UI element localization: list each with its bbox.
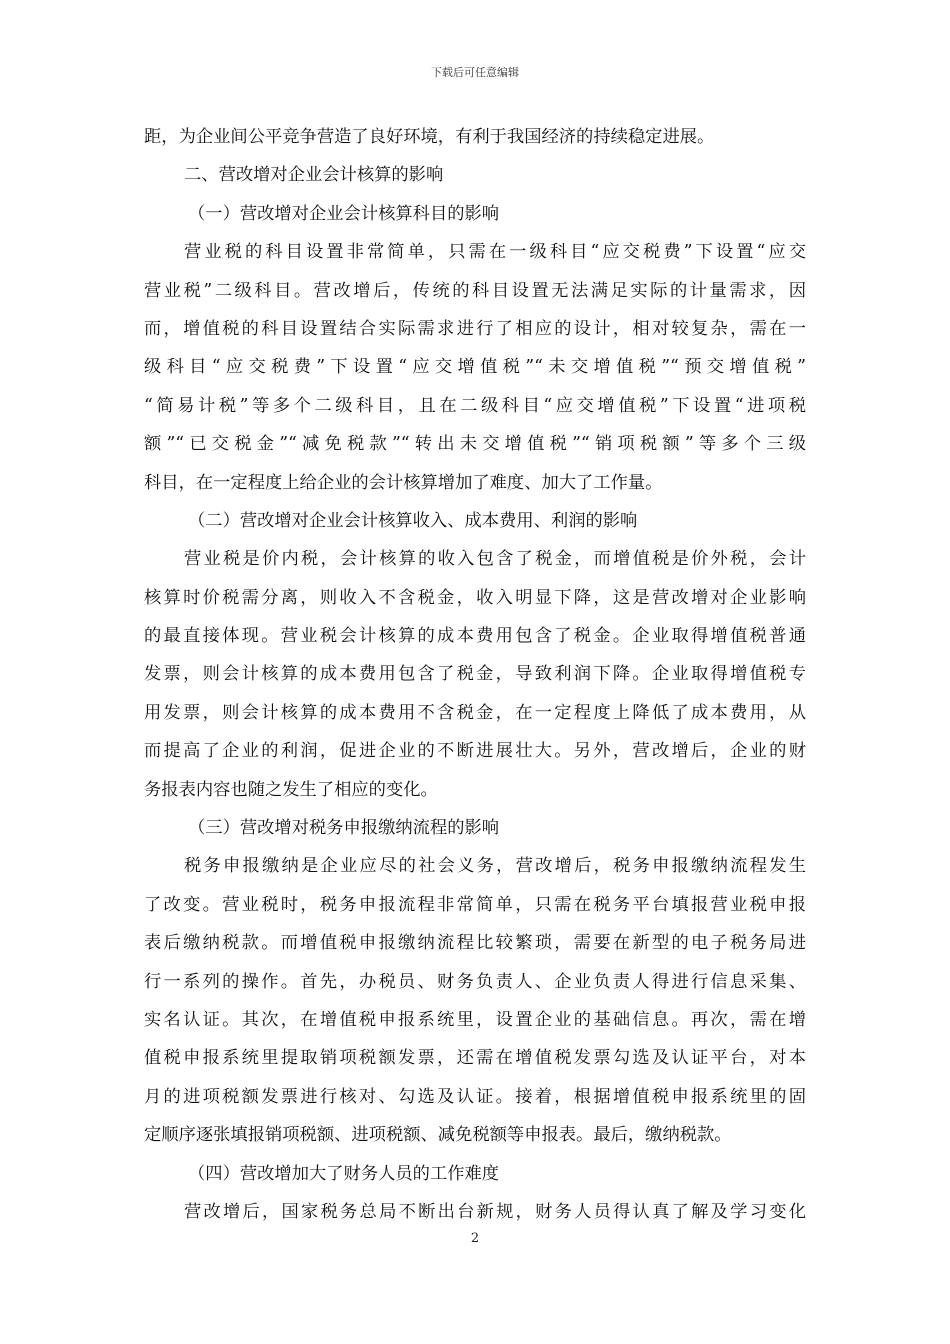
subsection-heading: （二）营改增对企业会计核算收入、成本费用、利润的影响 [188,510,638,531]
subsection-heading: （三）营改增对税务申报缴纳流程的影响 [188,818,500,839]
paragraph-line: 税务申报缴纳是企业应尽的社会义务，营改增后，税务申报缴纳流程发生 [184,856,806,877]
paragraph-line: 核算时价税需分离，则收入不含税金，收入明显下降，这是营改增对企业影响 [144,587,806,608]
paragraph-line: 额”“已交税金”“减免税款”“转出未交增值税”“销项税额”等多个三级 [144,434,806,455]
paragraph-line: 发票，则会计核算的成本费用包含了税金，导致利润下降。企业取得增值税专 [144,664,806,685]
document-body [144,118,806,1231]
paragraph-line: 级科目“应交税费”下设置“应交增值税”“未交增值税”“预交增值税” [144,357,806,378]
paragraph-line: 月的进项税额发票进行核对、勾选及认证。接着，根据增值税申报系统里的固 [144,1086,806,1107]
page-number: 2 [470,1231,480,1246]
paragraph-line: 科目，在一定程度上给企业的会计核算增加了难度、加大了工作量。 [144,472,663,493]
paragraph-line: 而提高了企业的利润，促进企业的不断进展壮大。另外，营改增后，企业的财 [144,741,806,762]
subsection-heading: （一）营改增对企业会计核算科目的影响 [188,203,500,224]
paragraph-line: 定顺序逐张填报销项税额、进项税额、减免税额等申报表。最后，缴纳税款。 [144,1125,732,1146]
paragraph-line: 营改增后，国家税务总局不断出台新规，财务人员得认真了解及学习变化 [184,1201,806,1222]
subsection-heading: （四）营改增加大了财务人员的工作难度 [188,1163,500,1184]
paragraph-line: 值税申报系统里提取销项税额发票，还需在增值税发票勾选及认证平台，对本 [144,1048,806,1069]
paragraph-line: 表后缴纳税款。而增值税申报缴纳流程比较繁琐，需要在新型的电子税务局进 [144,933,806,954]
paragraph-line: 而，增值税的科目设置结合实际需求进行了相应的设计，相对较复杂，需在一 [144,318,806,339]
paragraph-line: 务报表内容也随之发生了相应的变化。 [144,779,438,800]
paragraph-line: 的最直接体现。营业税会计核算的成本费用包含了税金。企业取得增值税普通 [144,626,806,647]
paragraph-line: “简易计税”等多个二级科目，且在二级科目“应交增值税”下设置“进项税 [144,395,806,416]
paragraph-line: 营业税”二级科目。营改增后，传统的科目设置无法满足实际的计量需求，因 [144,280,806,301]
paragraph-line: 行一系列的操作。首先，办税员、财务负责人、企业负责人得进行信息采集、 [144,971,806,992]
paragraph-line: 实名认证。其次，在增值税申报系统里，设置企业的基础信息。再次，需在增 [144,1009,806,1030]
paragraph-line: 了改变。营业税时，税务申报流程非常简单，只需在税务平台填报营业税申报 [144,894,806,915]
paragraph-line: 营业税是价内税，会计核算的收入包含了税金，而增值税是价外税，会计 [184,549,806,570]
paragraph-line: 用发票，则会计核算的成本费用不含税金，在一定程度上降低了成本费用，从 [144,702,806,723]
section-heading: 二、营改增对企业会计核算的影响 [184,165,444,186]
paragraph-line: 距，为企业间公平竞争营造了良好环境，有利于我国经济的持续稳定进展。 [144,127,715,147]
page-header: 下载后可任意编辑 [431,66,519,79]
paragraph-line: 营业税的科目设置非常简单，只需在一级科目“应交税费”下设置“应交 [184,242,806,263]
